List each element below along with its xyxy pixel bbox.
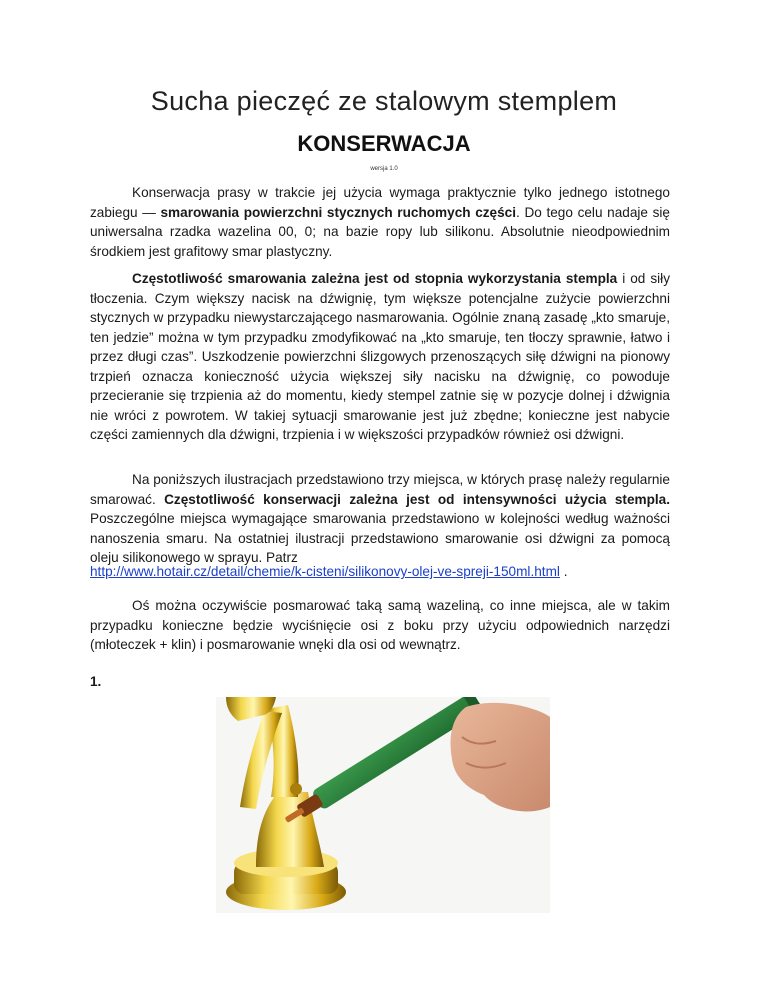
paragraph-frequency: Częstotliwość smarowania zależna jest od stopnia wykorzystania stempla i od siły tłoczenia. Czym większy nacisk na dźwignię, tym większe potencjalne zużycie powierzchni stycznych w przypadku niewystarczającego nasmarowania. Ogólnie znaną zasadę „kto smaruje, ten jedzie” można w tym przypadku zmodyfikować na „kto smaruje, ten tłoczy sprawnie, łatwo i przez długi czas”. Uszkodzenie powierzchni ślizgowych przenoszących siłę dźwigni na pionowy trzpień oznacza konieczność użycia większej siły nacisku na dźwignię, co powoduje przecieranie się trzpienia aż do momentu, kiedy stempel zatnie się w pozycje dolnej i dźwignia nie wróci z powrotem. W takiej sytuacji smarowanie jest już zbędne; konieczne jest nabycie części zamiennych dla dźwigni, trzpienia i w większości przypadków również osi dźwigni. bbox=[90, 271, 671, 442]
silicone-oil-link[interactable]: http://www.hotair.cz/detail/chemie/k-cisteni/silikonovy-olej-ve-spreji-150ml.html bbox=[90, 564, 560, 579]
embosser-lubrication-illustration bbox=[216, 697, 550, 913]
figure-number: 1. bbox=[90, 674, 102, 689]
document-subtitle: KONSERWACJA bbox=[297, 131, 471, 156]
link-line: http://www.hotair.cz/detail/chemie/k-cisteni/silikonovy-olej-ve-spreji-150ml.html . bbox=[90, 564, 568, 579]
paragraph-illustrations: Na poniższych ilustracjach przedstawiono trzy miejsca, w których prasę należy regularnie smarować. Częstotliwość konserwacji zależna jest od intensywności użycia stempla. Poszczególne miejsca wymagające smarowania przedstawiono w kolejności według ważności nanoszenia smaru. Na ostatniej ilustracji przedstawiono smarowanie osi dźwigni za pomocą oleju silikonowego w sprayu. Patrz bbox=[90, 472, 671, 565]
document-title: Sucha pieczęć ze stalowym stemplem bbox=[150, 86, 618, 116]
lubrication-photo bbox=[216, 697, 550, 913]
emphasis-lubrication: smarowania powierzchni stycznych ruchomych części bbox=[160, 204, 517, 220]
paragraph-axle: Oś można oczywiście posmarować taką samą wazeliną, co inne miejsca, ale w takim przypadku konieczne będzie wyciśnięcie osi z boku przy użyciu odpowiednich narzędzi (młoteczek + klin) i posmarowanie wnęki dla osi od wewnątrz. bbox=[90, 598, 670, 652]
paragraph-intro: Konserwacja prasy w trakcie jej użycia wymaga praktycznie tylko jednego istotnego zabiegu — smarowania powierzchni stycznych ruchomych części. Do tego celu nadaje się uniwersalna rzadka wazelina 00, 0; na bazie ropy lub silikonu. Absolutnie nieodpowiednim środkiem jest grafitowy smar plastyczny. bbox=[90, 185, 670, 259]
version-label: wersja 1.0 bbox=[370, 166, 398, 172]
emphasis-maintenance: Częstotliwość konserwacji zależna jest od intensywności użycia stempla. bbox=[164, 491, 671, 507]
emphasis-frequency: Częstotliwość smarowania zależna jest od stopnia wykorzystania stempla bbox=[132, 271, 618, 286]
